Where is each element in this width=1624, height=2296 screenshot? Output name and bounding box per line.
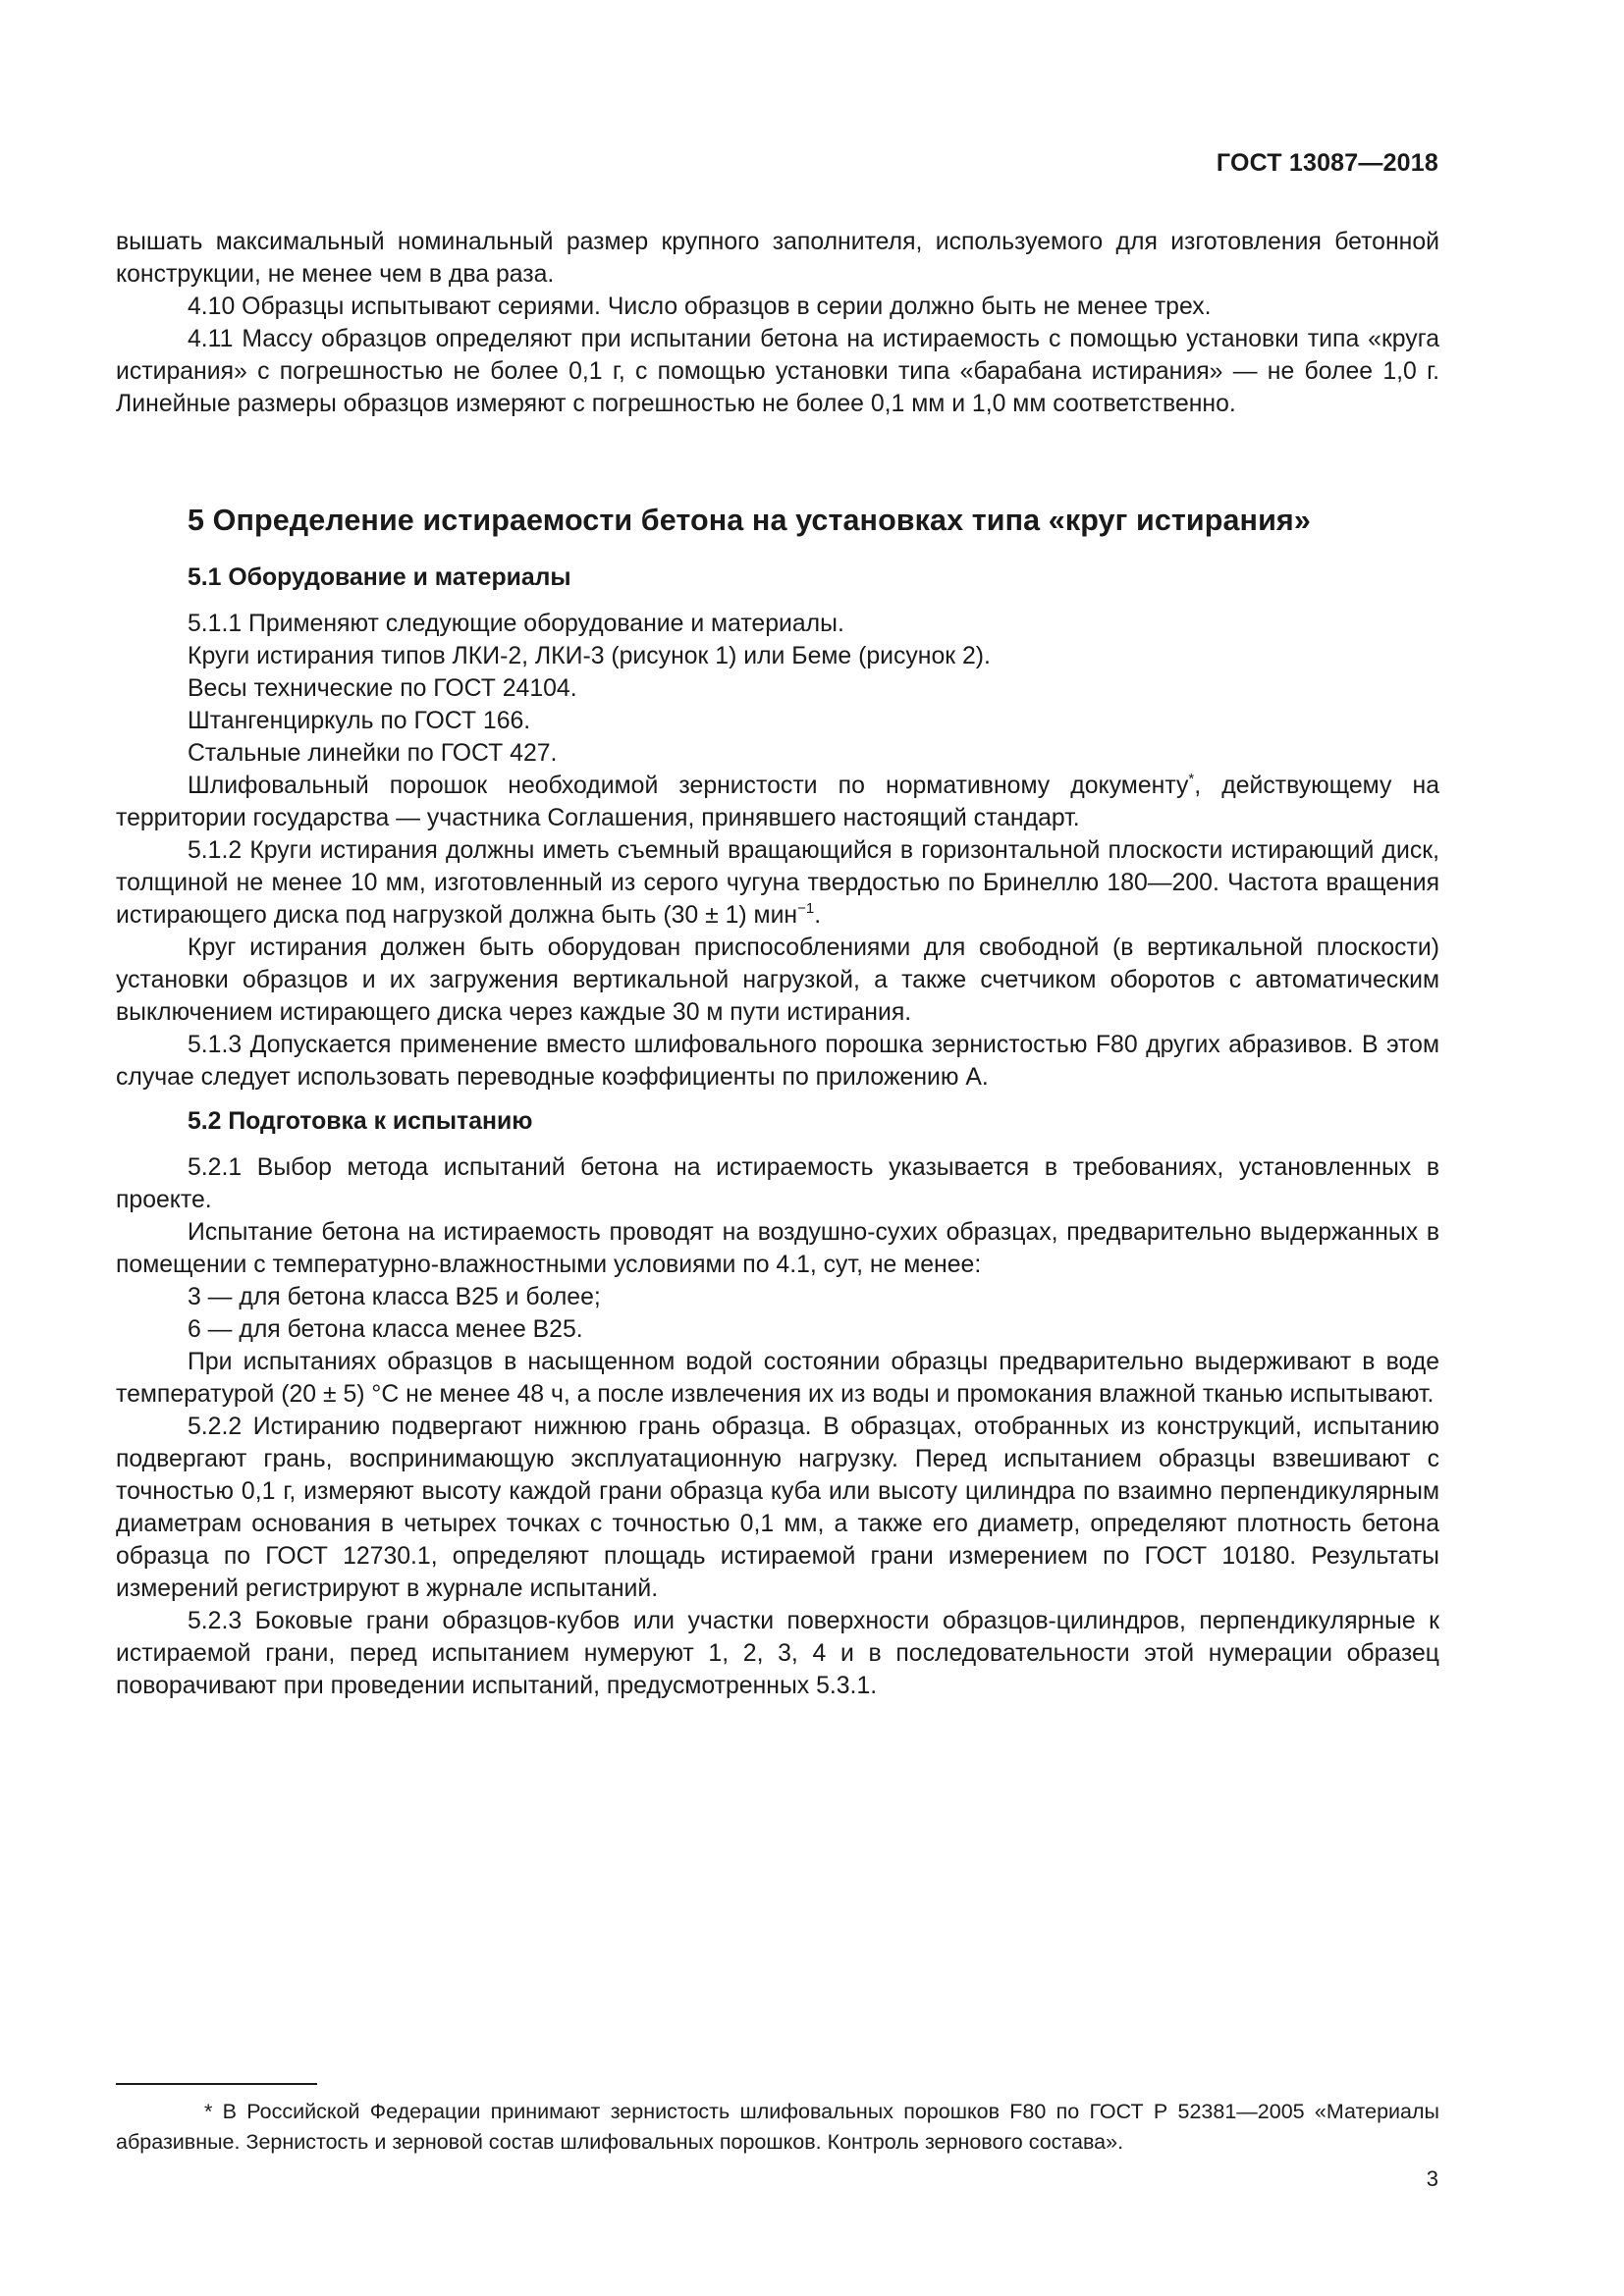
footnote-divider [116, 2083, 317, 2085]
document-header: ГОСТ 13087—2018 [1216, 149, 1438, 177]
paragraph-grinding-powder-part-b: , действующему на территории государства — участника Соглашения, принявшего настоящий стандарт. [116, 773, 1439, 831]
subsection-5-1-title: 5.1 Оборудование и материалы [188, 564, 571, 591]
list-item-caliper: Штангенциркуль по ГОСТ 166. [188, 708, 531, 734]
paragraph-5-2-1: 5.2.1 Выбор метода испытаний бетона на истираемость указывается в требованиях, установленных в проекте. [116, 1154, 1439, 1213]
list-item-abrasion-discs: Круги истирания типов ЛКИ-2, ЛКИ-3 (рисунок 1) или Беме (рисунок 2). [188, 643, 991, 669]
paragraph-intro: вышать максимальный номинальный размер крупного заполнителя, используемого для изготовления бетонной конструкции, не менее чем в два раза. [116, 229, 1439, 288]
paragraph-water-saturated: При испытаниях образцов в насыщенном водой состоянии образцы предварительно выдерживают в воде температурой (20 ± 5) °С не менее 48 ч, а после извлечения их из воды и промокания влажной тканью испытывают. [116, 1349, 1439, 1408]
paragraph-4-10: 4.10 Образцы испытывают сериями. Число образцов в серии должно быть не менее трех. [188, 294, 1212, 320]
footnote-marker: * [1188, 771, 1195, 787]
footnote [116, 2097, 1439, 2158]
list-item-below-b25: 6 — для бетона класса менее В25. [188, 1316, 583, 1343]
paragraph-5-2-2: 5.2.2 Истиранию подвергают нижнюю грань образца. В образцах, отобранных из конструкций, испытанию подвергают грань, воспринимающую эксплуатационную нагрузку. Перед испытанием образцы взвешивают с точностью 0,1 г, измеряют высоту каждой грани образца куба или высоту цилиндра по взаимно перпендикулярным диаметрам основания в четырех точках с точностью 0,1 мм, а также его диаметр, определяют плотность бетона образца по ГОСТ 12730.1, определяют площадь истираемой грани измерением по ГОСТ 10180. Результаты измерений регистрируют в журнале испытаний. [116, 1414, 1439, 1602]
paragraph-4-11: 4.11 Массу образцов определяют при испытании бетона на истираемость с помощью установки типа «круга истирания» с погрешностью не более 0,1 г, с помощью установки типа «барабана истирания» — не более 1,0 г. Линейные размеры образцов измеряют с погрешностью не более 0,1 мм и 1,0 мм соответственно. [116, 326, 1439, 417]
paragraph-grinding-powder [116, 770, 1439, 834]
paragraph-5-1-2-end: . [814, 902, 822, 929]
section-5-title: 5 Определение истираемости бетона на установках типа «круг истирания» [188, 504, 1311, 537]
list-item-b25-and-above: 3 — для бетона класса В25 и более; [188, 1284, 601, 1310]
paragraph-5-1-2-text: 5.1.2 Круги истирания должны иметь съемный вращающийся в горизонтальной плоскости истирающий диск, толщиной не менее 10 мм, изготовленный из серого чугуна твердостью по Бринеллю 180—200. Частота вращения истирающего диска под нагрузкой должна быть (30 ± 1) мин [116, 837, 1439, 929]
document-body [116, 226, 1439, 1702]
footnote-text: * В Российской Федерации принимают зернистость шлифовальных порошков F80 по ГОСТ Р 52381—2005 «Материалы абразивные. Зернистость и зерновой состав шлифовальных порошков. Контроль зернового состава». [116, 2100, 1439, 2154]
paragraph-5-1-1: 5.1.1 Применяют следующие оборудование и материалы. [188, 611, 844, 637]
page-number: 3 [1426, 2166, 1438, 2191]
list-item-rulers: Стальные линейки по ГОСТ 427. [188, 740, 558, 767]
paragraph-5-1-2 [116, 834, 1439, 932]
paragraph-disc-equipment: Круг истирания должен быть оборудован приспособлениями для свободной (в вертикальной плоскости) установки образцов и их загружения вертикальной нагрузкой, а также счетчиком оборотов с автоматическим выключением истирающего диска через каждые 30 м пути истирания. [116, 934, 1439, 1026]
paragraph-air-dry-samples: Испытание бетона на истираемость проводят на воздушно-сухих образцах, предварительно выдержанных в помещении с температурно-влажностными условиями по 4.1, сут, не менее: [116, 1219, 1439, 1278]
paragraph-grinding-powder-part-a: Шлифовальный порошок необходимой зернистости по нормативному документу [188, 773, 1189, 799]
exponent-minus-one: −1 [797, 900, 815, 917]
paragraph-5-2-3: 5.2.3 Боковые грани образцов-кубов или участки поверхности образцов-цилиндров, перпендикулярные к истираемой грани, перед испытанием нумеруют 1, 2, 3, 4 и в последовательности этой нумерации образец поворачивают при проведении испытаний, предусмотренных 5.3.1. [116, 1608, 1439, 1699]
paragraph-5-1-3: 5.1.3 Допускается применение вместо шлифовального порошка зернистостью F80 других абразивов. В этом случае следует использовать переводные коэффициенты по приложению А. [116, 1032, 1439, 1091]
subsection-5-2-title: 5.2 Подготовка к испытанию [188, 1108, 533, 1135]
list-item-scales: Весы технические по ГОСТ 24104. [188, 675, 577, 702]
